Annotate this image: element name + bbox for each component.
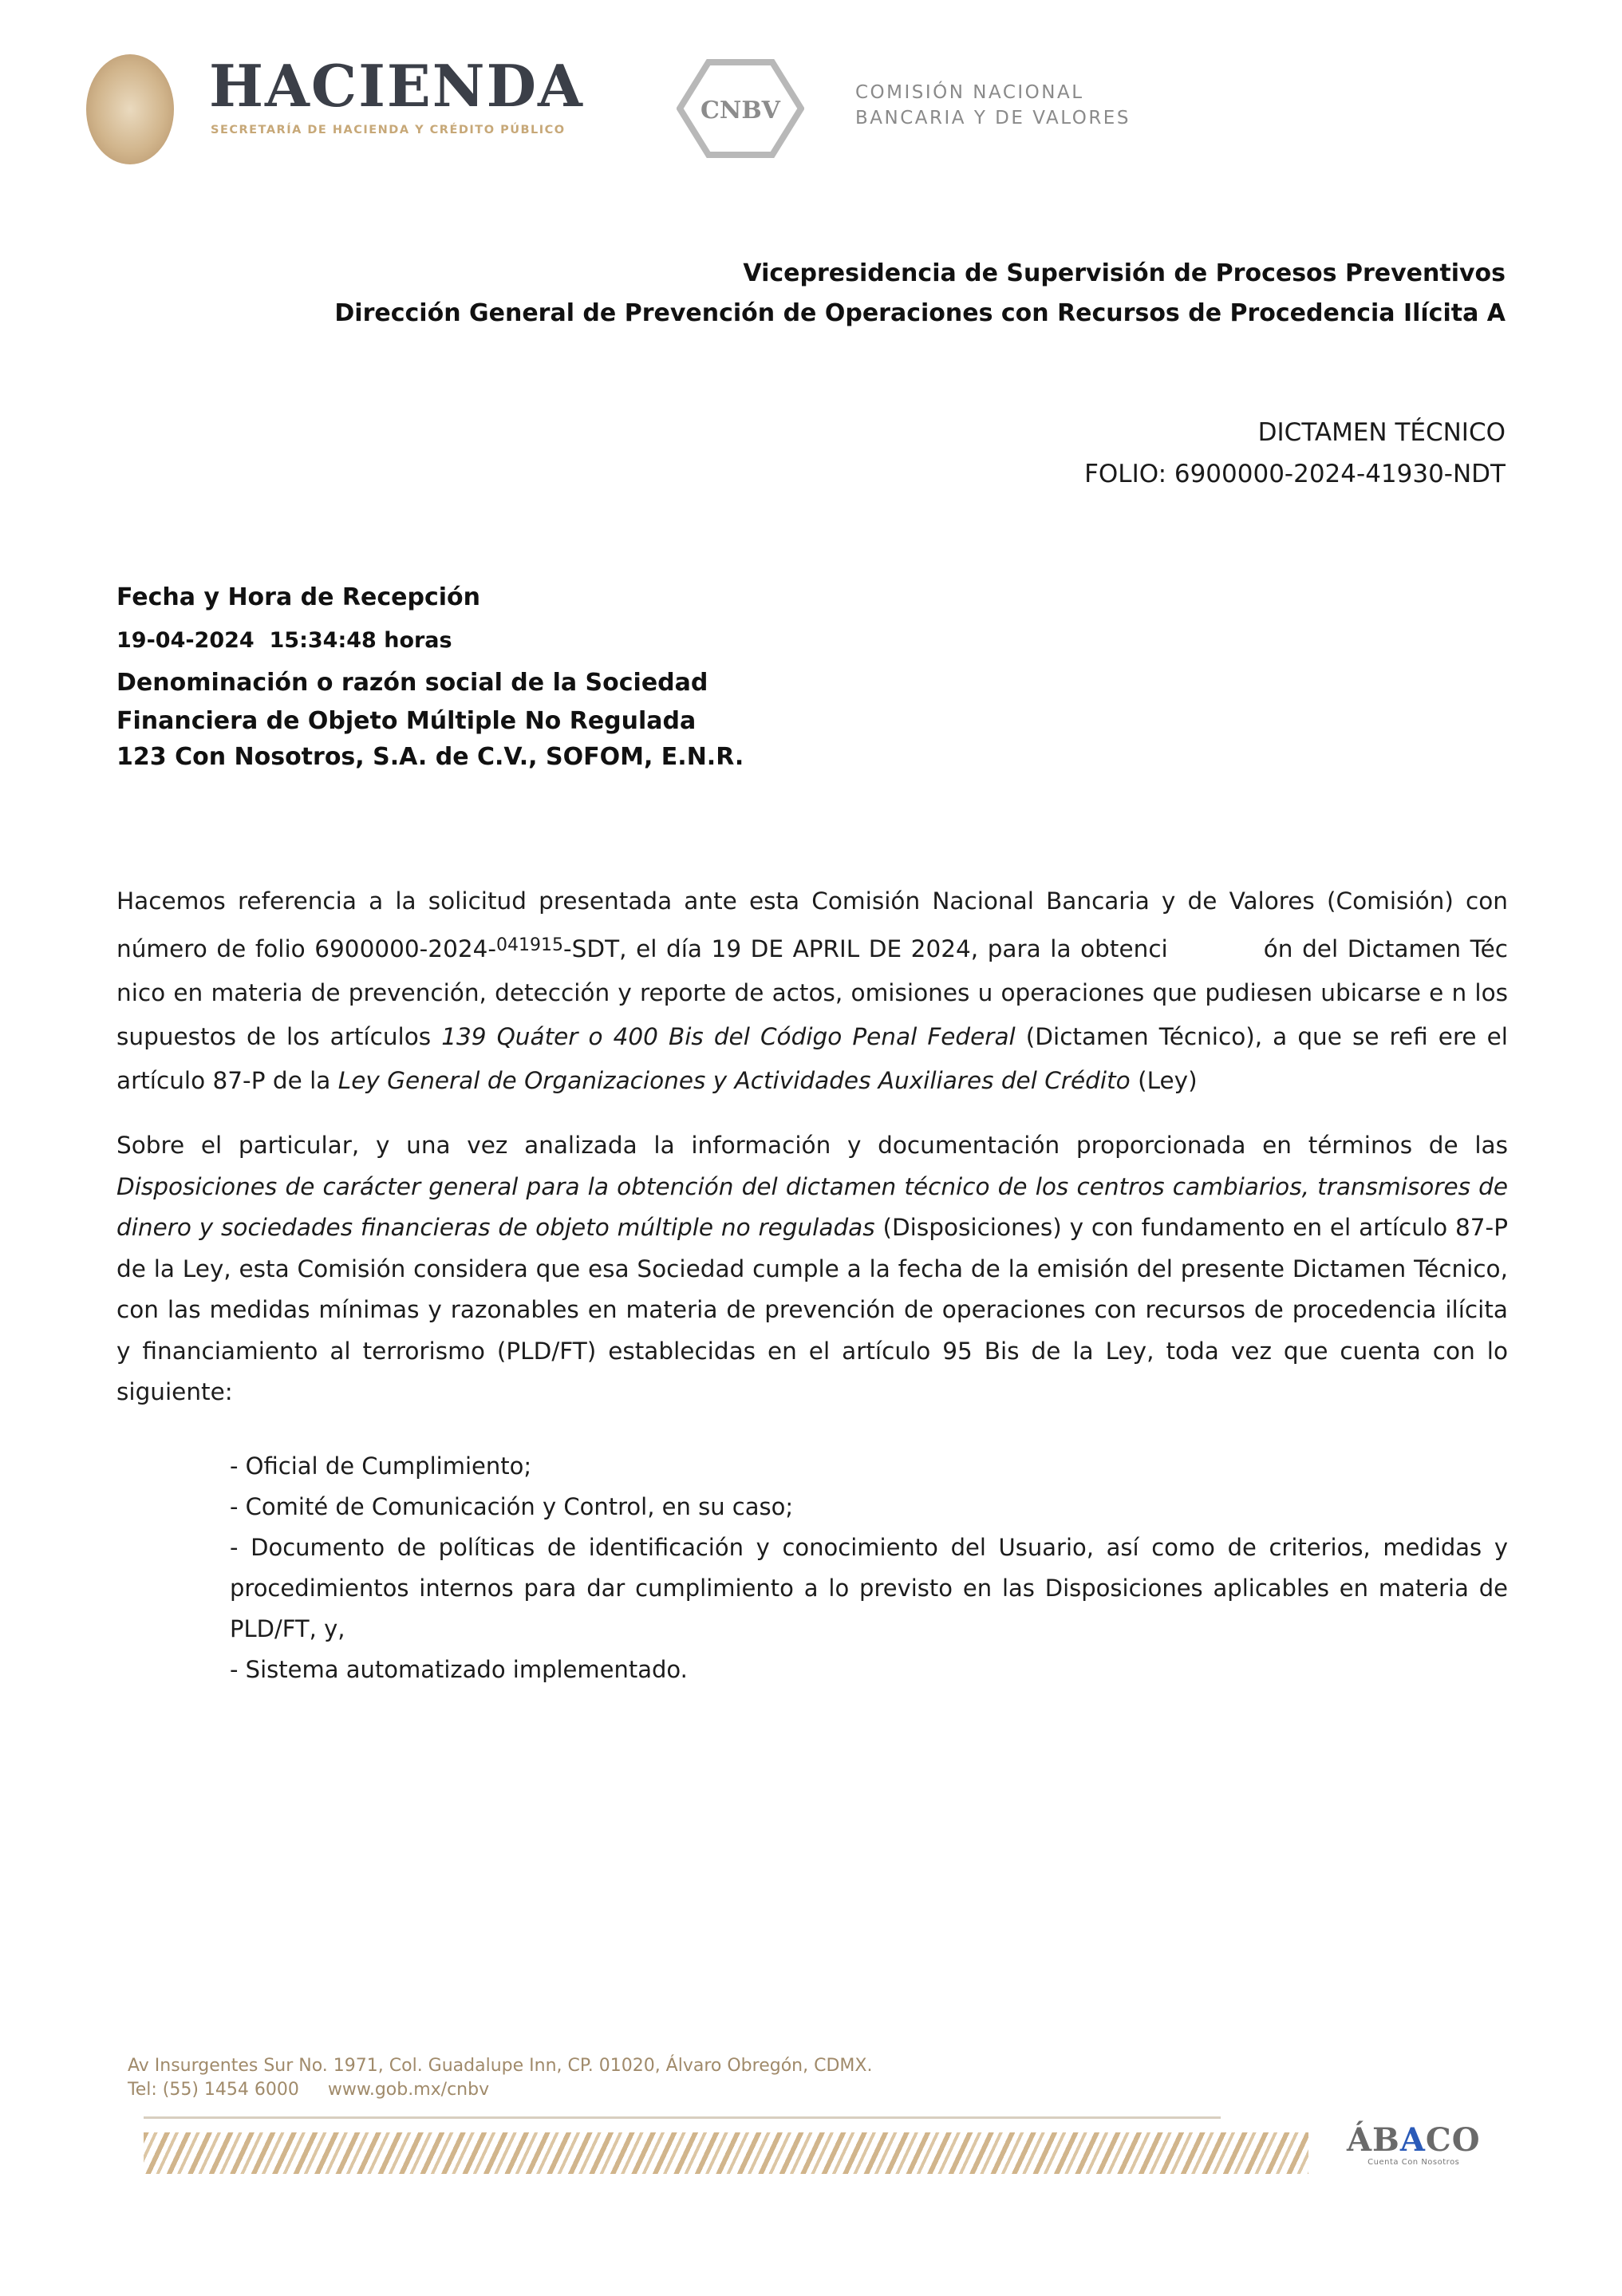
list-item: - Oficial de Cumplimiento; [230,1452,532,1480]
document-type: DICTAMEN TÉCNICO [1257,418,1506,447]
company-label-line2: Financiera de Objeto Múltiple No Regulada [116,707,697,735]
footer-phone: Tel: (55) 1454 6000 [128,2080,299,2100]
reception-block [116,576,744,775]
requirements-list [230,1446,1508,1690]
footer-website-link[interactable]: www.gob.mx/cnbv [327,2080,490,2100]
paragraph-reference [116,879,1508,1103]
cnbv-name [855,80,1131,131]
para1-text-4: (Dictamen Técnico), a que se refi ere el artículo 87-P de la [116,1023,1508,1094]
para1-italic-codigo-penal: 139 Quáter o 400 Bis del Código Penal Federal [441,1023,1016,1050]
cnbv-name-line1: COMISIÓN NACIONAL [855,82,1084,103]
hacienda-logo-text: HACIENDA [209,52,584,120]
list-item: - Sistema automatizado implementado. [230,1656,688,1683]
svg-text:CNBV: CNBV [700,97,780,124]
list-item: - Documento de políticas de identificación y conocimiento del Usuario, así como de criterios, medidas y procedimientos internos para dar cumplimiento a lo previsto en las Disposiciones aplicables en materia de PLD/FT, y, [230,1534,1508,1642]
direccion-title: Dirección General de Prevención de Operaciones con Recursos de Procedencia Ilícita A [334,299,1506,327]
mexico-coat-of-arms-seal-icon [86,54,174,164]
reception-label: Fecha y Hora de Recepción [116,583,481,611]
para1-italic-ley-general: Ley General de Organizaciones y Actividades Auxiliares del Crédito [337,1067,1131,1094]
para1-text-3: ón del Dictamen Téc nico en materia de prevención, detección y reporte de actos, omisiones u operaciones que pudiesen ubicarse e n los supuestos de los artículos [116,935,1509,1050]
footer-divider [144,2116,1221,2119]
abaco-logo-text: ÁBACO [1347,2121,1481,2159]
hacienda-subtitle: SECRETARÍA DE HACIENDA Y CRÉDITO PÚBLICO [211,124,566,136]
abaco-watermark-logo [1347,2123,1481,2167]
document-folio: FOLIO: 6900000-2024-41930-NDT [1084,460,1506,488]
company-label-line1: Denominación o razón social de la Sociedad [116,669,708,697]
issuing-office-titles [334,254,1506,334]
abaco-tagline: Cuenta Con Nosotros [1367,2158,1460,2167]
company-name: 123 Con Nosotros, S.A. de C.V., SOFOM, E.N.R. [116,743,744,771]
para2-text-2: (Disposiciones) y con fundamento en el artículo 87-P de la Ley, esta Comisión considera que esa Sociedad cumple a la fecha de la emisión del presente Dictamen Técnico, con las medidas mínimas y razonables en materia de prevención de operaciones con recursos de procedencia ilícita y financiamiento al terrorismo (PLD/FT) establecidas en el artículo 95 Bis de la Ley, toda vez que cuenta con lo siguiente: [116,1214,1508,1405]
footer-contact [128,2054,872,2102]
para2-text-1: Sobre el particular, y una vez analizada la información y documentación proporcionada en términos de las [116,1132,1508,1159]
para2-italic-disposiciones: Disposiciones de carácter general para la obtención del dictamen técnico de los centros cambiarios, transmisores de dinero y sociedades financieras de objeto múltiple no reguladas [116,1172,1508,1241]
decorative-pattern-band [144,2132,1308,2174]
document-identifier [1084,412,1506,495]
footer-phone-web [128,2078,872,2102]
para1-text-2: -SDT, el día 19 DE APRIL DE 2024, para la obtenci [563,935,1168,962]
list-item: - Comité de Comunicación y Control, en su caso; [230,1493,794,1520]
para1-folio-number: 041915 [496,935,564,955]
reception-datetime: 19-04-2024 15:34:48 horas [116,628,452,653]
vicepresidencia-title: Vicepresidencia de Supervisión de Procesos Preventivos [743,259,1506,287]
paragraph-findings [116,1125,1508,1413]
cnbv-hexagon-logo-icon [677,57,804,160]
cnbv-name-line2: BANCARIA Y DE VALORES [855,108,1131,128]
footer-address: Av Insurgentes Sur No. 1971, Col. Guadalupe Inn, CP. 01020, Álvaro Obregón, CDMX. [128,2056,873,2076]
para1-text-1: Hacemos referencia a la solicitud presentada ante esta Comisión Nacional Bancaria y de Valores (Comisión) con número de folio 6900000-2024- [116,887,1508,962]
para1-text-5: (Ley) [1130,1067,1198,1094]
